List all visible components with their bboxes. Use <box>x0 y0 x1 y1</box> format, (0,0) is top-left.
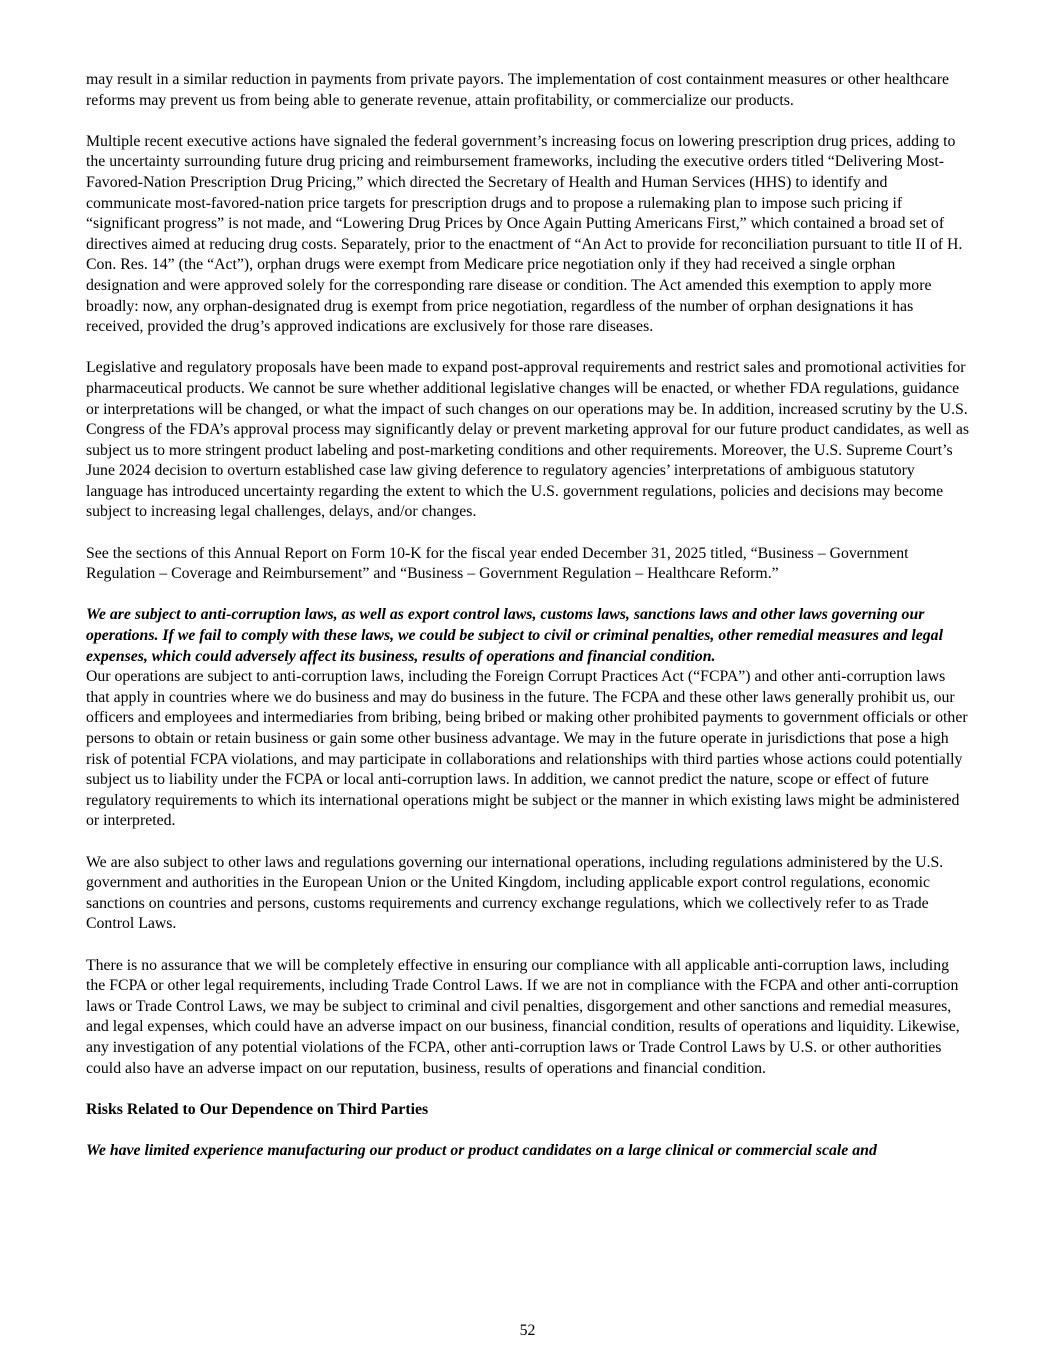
document-body <box>86 70 972 1161</box>
risk-heading-anti-corruption: We are subject to anti-corruption laws, as well as export control laws, customs laws, sanctions laws and other laws governing our operations. If we fail to comply with these laws, we could be subject to civil or criminal penalties, other remedial measures and legal expenses, which could adversely affect its business, results of operations and financial condition. <box>86 606 943 665</box>
paragraph-trade-control: We are also subject to other laws and regulations governing our international operations, including regulations administered by the U.S. government and authorities in the European Union or the United Kingdom, including applicable export control regulations, economic sanctions on countries and persons, customs requirements and currency exchange regulations, which we collectively refer to as Trade Control Laws. <box>86 853 944 933</box>
paragraph-see-sections: See the sections of this Annual Report on Form 10-K for the fiscal year ended December 31, 2025 titled, “Business – Government Regulation – Coverage and Reimbursement” and “Business – Government Regulation – Healthcare Reform.” <box>86 544 909 583</box>
paragraph-legislative-proposals: Legislative and regulatory proposals have been made to expand post-approval requirements and restrict sales and promotional activities for pharmaceutical products. We cannot be sure whether additional legislative changes will be enacted, or whether FDA regulations, guidance or interpretations will be changed, or what the impact of such changes on our operations may be. In addition, increased scrutiny by the U.S. Congress of the FDA’s approval process may significantly delay or prevent marketing approval for our future product candidates, as well as subject us to more stringent product labeling and post-marketing conditions and other requirements. Moreover, the U.S. Supreme Court’s June 2024 decision to overturn established case law giving deference to regulatory agencies’ interpretations of ambiguous statutory language has introduced uncertainty regarding the extent to which the U.S. government regulations, policies and decisions may become subject to increasing legal challenges, delays, and/or changes. <box>86 359 970 521</box>
paragraph-no-assurance: There is no assurance that we will be completely effective in ensuring our compliance with all applicable anti-corruption laws, including the FCPA or other legal requirements, including Trade Control Laws. If we are not in compliance with the FCPA and other anti-corruption laws or Trade Control Laws, we may be subject to criminal and civil penalties, disgorgement and other sanctions and remedial measures, and legal expenses, which could have an adverse impact on our business, financial condition, results of operations and liquidity. Likewise, any investigation of any potential violations of the FCPA, other anti-corruption laws or Trade Control Laws by U.S. or other authorities could also have an adverse impact on our reputation, business, results of operations and financial condition. <box>86 956 960 1077</box>
section-heading-third-parties: Risks Related to Our Dependence on Third Parties <box>86 1100 429 1118</box>
page-number: 52 <box>519 1322 536 1339</box>
risk-heading-manufacturing: We have limited experience manufacturing our product or product candidates on a large clinical or commercial scale and <box>86 1141 877 1159</box>
paragraph-cost-containment: may result in a similar reduction in payments from private payors. The implementation of cost containment measures or other healthcare reforms may prevent us from being able to generate revenue, attain profitability, or commercialize our products. <box>86 71 950 109</box>
paragraph-fcpa: Our operations are subject to anti-corruption laws, including the Foreign Corrupt Practices Act (“FCPA”) and other anti-corruption laws that apply in countries where we do business and may do business in the future. The FCPA and these other laws generally prohibit us, our officers and employees and intermediaries from bribing, being bribed or making other prohibited payments to government officials or other persons to obtain or retain business or gain some other business advantage. We may in the future operate in jurisdictions that pose a high risk of potential FCPA violations, and may participate in collaborations and relationships with third parties whose actions could potentially subject us to liability under the FCPA or local anti-corruption laws. In addition, we cannot predict the nature, scope or effect of future regulatory requirements to which its international operations might be subject or the manner in which existing laws might be administered or interpreted. <box>86 668 968 830</box>
paragraph-executive-actions: Multiple recent executive actions have signaled the federal government’s increasing focus on lowering prescription drug prices, adding to the uncertainty surrounding future drug pricing and reimbursement frameworks, including the executive orders titled “Delivering Most-Favored-Nation Prescription Drug Pricing,” which directed the Secretary of Health and Human Services (HHS) to identify and communicate most-favored-nation price targets for prescription drugs and to propose a rulemaking plan to impose such pricing if “significant progress” is not made, and “Lowering Drug Prices by Once Again Putting Americans First,” which contained a broad set of directives aimed at reducing drug costs. Separately, prior to the enactment of “An Act to provide for reconciliation pursuant to title II of H. Con. Res. 14” (the “Act”), orphan drugs were exempt from Medicare price negotiation only if they had received a single orphan designation and were approved solely for the corresponding rare disease or condition. The Act amended this exemption to apply more broadly: now, any orphan-designated drug is exempt from price negotiation, regardless of the number of orphan designations it has received, provided the drug’s approved indications are exclusively for those rare diseases. <box>86 132 963 336</box>
